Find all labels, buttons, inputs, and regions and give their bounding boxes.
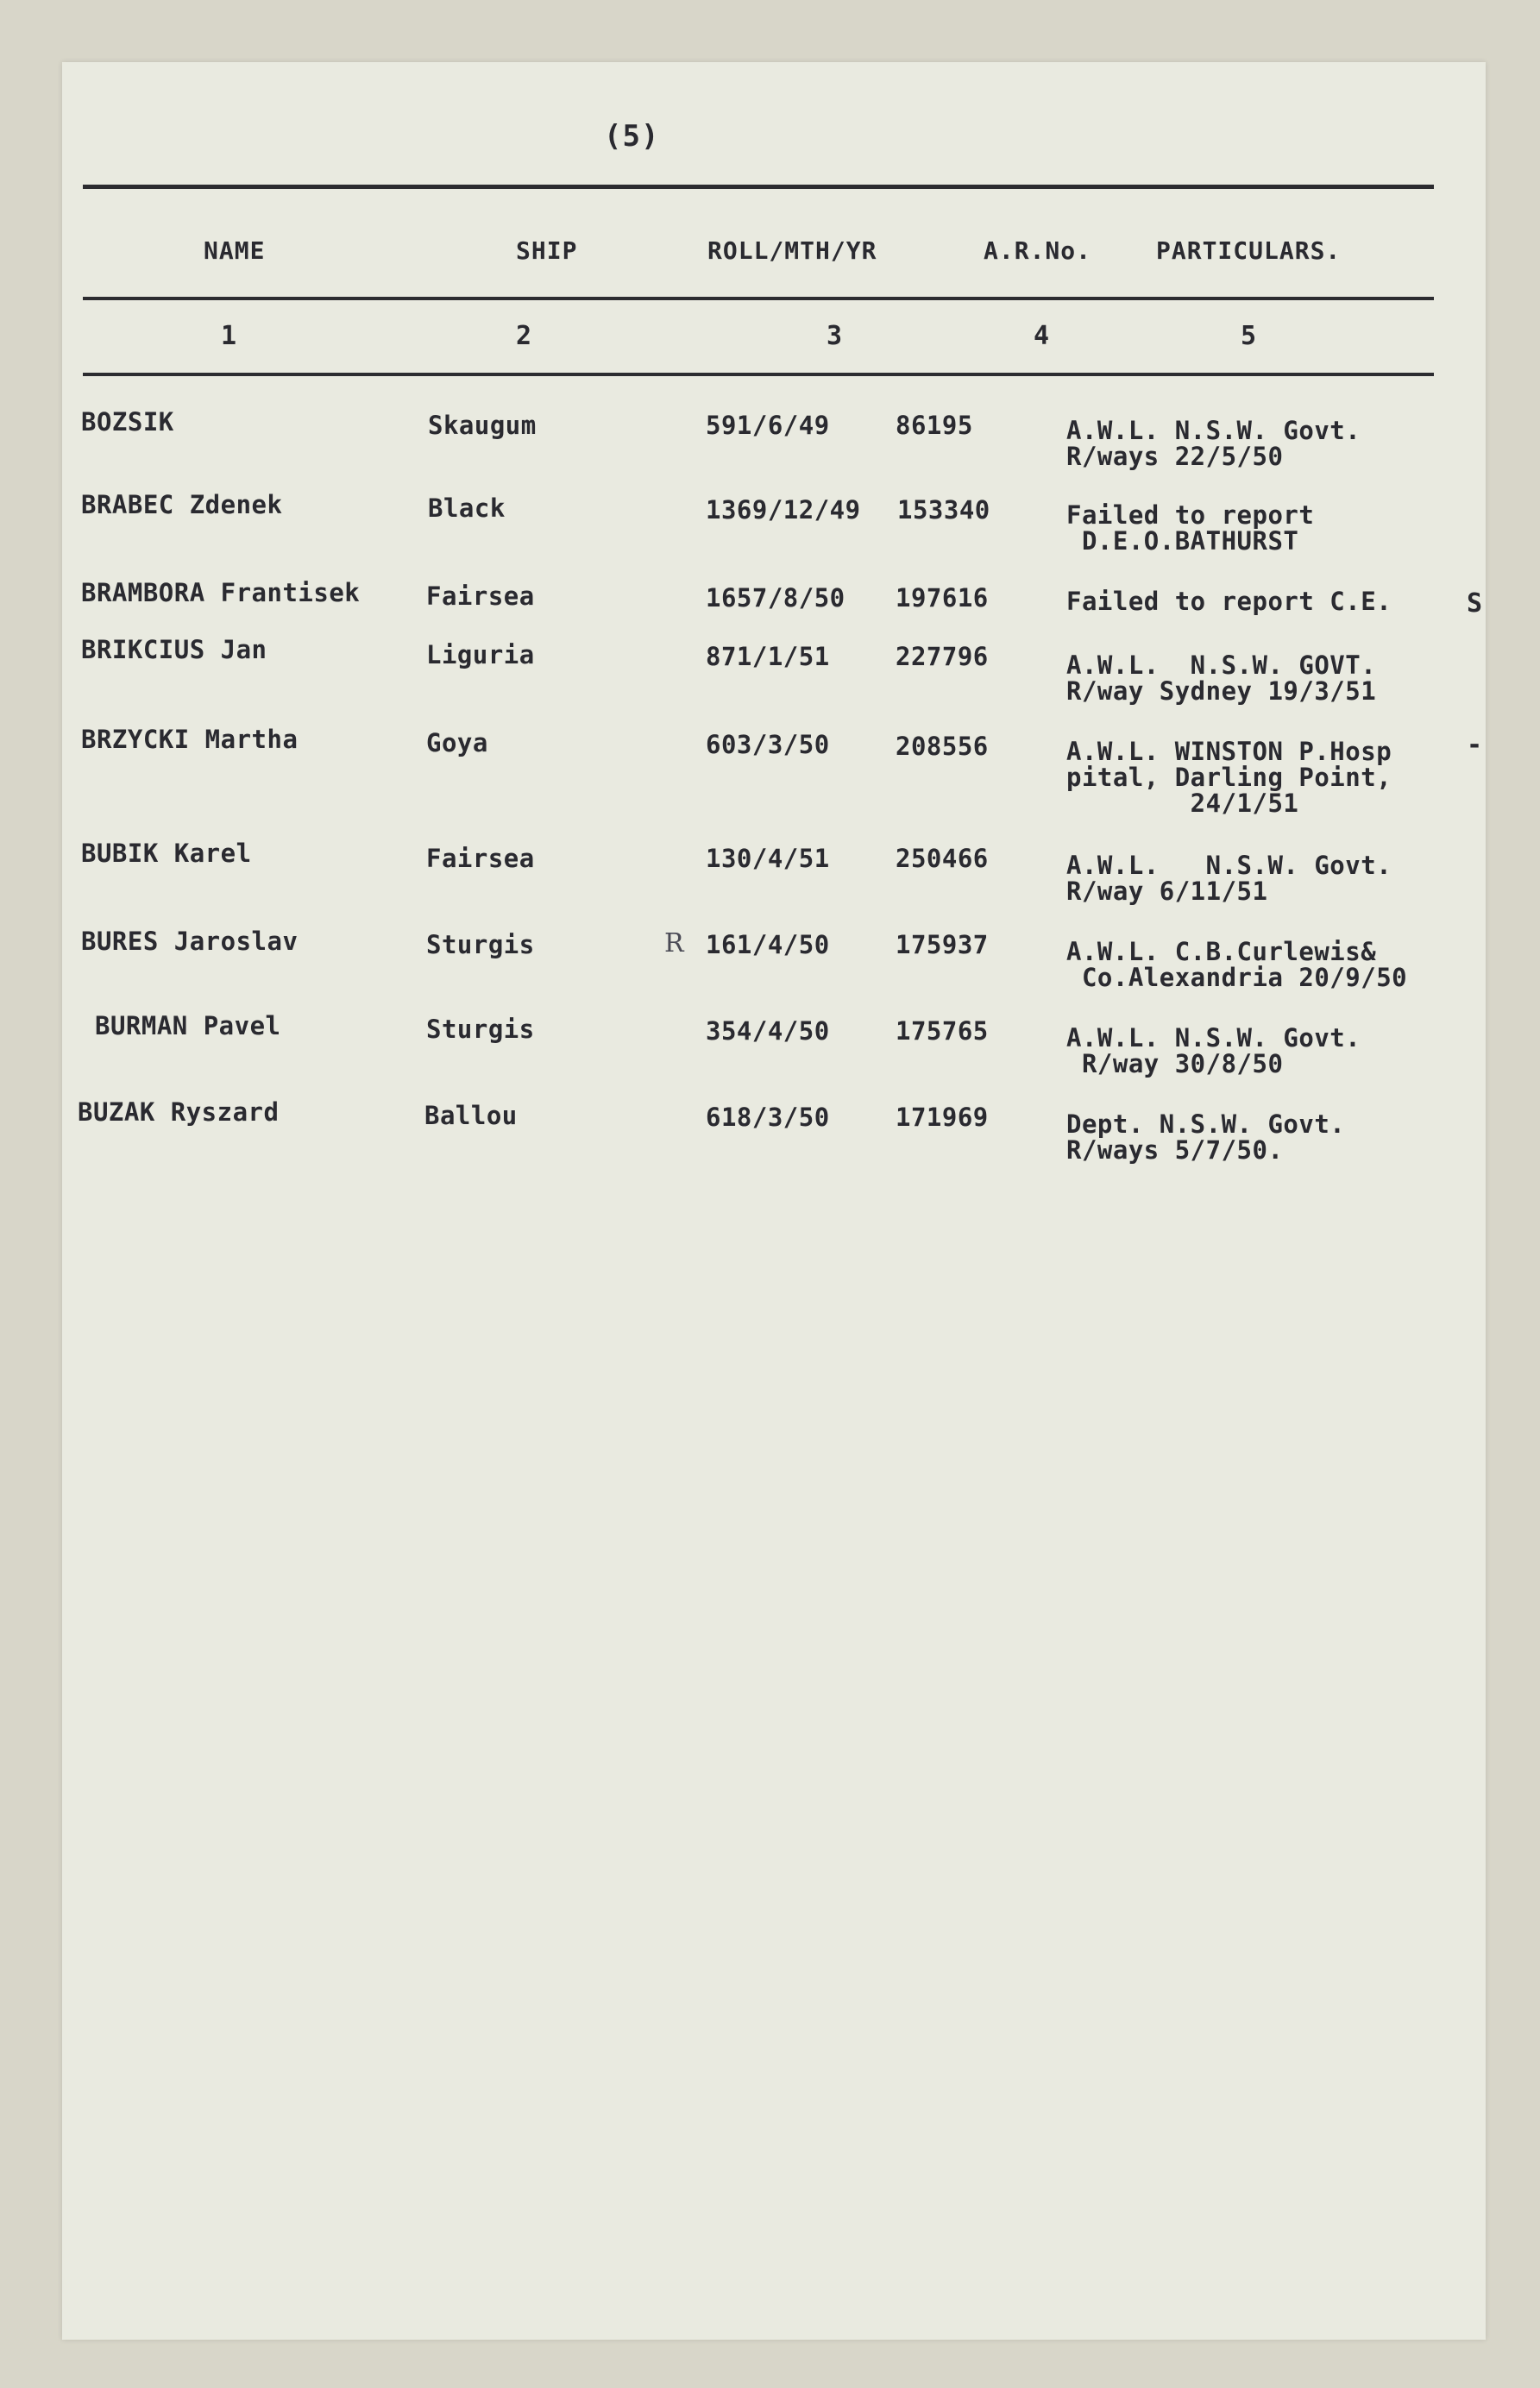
cell-name: BURMAN Pavel	[95, 1011, 281, 1040]
cell-ar-no: 171969	[896, 1103, 989, 1132]
cell-name: BRABEC Zdenek	[81, 490, 283, 519]
column-number-5: 5	[1241, 321, 1257, 351]
cell-roll: 871/1/51	[706, 642, 830, 671]
column-number-rule	[83, 373, 1434, 376]
cell-particulars: A.W.L. WINSTON P.Hosp pital, Darling Point, 24/1/51	[1066, 737, 1392, 818]
cell-ar-no: 153340	[897, 495, 990, 525]
cell-ar-no: 175937	[896, 930, 989, 959]
cell-particulars: A.W.L. C.B.Curlewis& Co.Alexandria 20/9/50	[1066, 937, 1408, 992]
cell-roll: 603/3/50	[706, 730, 830, 759]
cell-ar-no: 250466	[896, 844, 989, 873]
cell-particulars: A.W.L. N.S.W. Govt. R/way 30/8/50	[1066, 1023, 1361, 1078]
cell-ship: Fairsea	[426, 844, 535, 873]
cell-ship: Sturgis	[426, 930, 535, 959]
cell-ar-no: 208556	[896, 732, 989, 761]
column-number-3: 3	[827, 321, 843, 351]
cell-name: BURES Jaroslav	[81, 927, 299, 956]
header-name: NAME	[204, 236, 266, 265]
cell-ship: Sturgis	[426, 1015, 535, 1044]
margin-note-s: S	[1467, 588, 1483, 619]
cell-roll: 618/3/50	[706, 1103, 830, 1132]
cell-name: BUZAK Ryszard	[78, 1097, 280, 1127]
cell-roll: 1369/12/49	[706, 495, 861, 525]
cell-ship: Liguria	[426, 640, 535, 669]
handwritten-mark: R	[664, 928, 684, 958]
cell-ar-no: 175765	[896, 1016, 989, 1046]
cell-roll: 354/4/50	[706, 1016, 830, 1046]
header-ar-no: A.R.No.	[984, 236, 1092, 265]
cell-name: BRZYCKI Martha	[81, 725, 299, 754]
cell-ship: Skaugum	[428, 411, 537, 440]
column-number-2: 2	[516, 321, 532, 351]
top-rule	[83, 185, 1434, 189]
header-roll: ROLL/MTH/YR	[707, 236, 877, 265]
cell-ship: Black	[428, 493, 506, 523]
cell-particulars: Failed to report C.E.	[1066, 587, 1392, 616]
cell-name: BRAMBORA Frantisek	[81, 578, 361, 607]
cell-roll: 1657/8/50	[706, 583, 845, 613]
margin-note-dash: -	[1467, 730, 1483, 760]
header-rule	[83, 297, 1434, 300]
cell-particulars: A.W.L. N.S.W. Govt. R/way 6/11/51	[1066, 851, 1392, 906]
cell-ship: Ballou	[424, 1101, 518, 1130]
cell-ar-no: 227796	[896, 642, 989, 671]
header-particulars: PARTICULARS.	[1156, 236, 1342, 265]
cell-particulars: A.W.L. N.S.W. Govt. R/ways 22/5/50	[1066, 416, 1361, 471]
cell-particulars: Failed to report D.E.O.BATHURST	[1066, 500, 1315, 556]
cell-ship: Goya	[426, 728, 488, 757]
cell-ar-no: 197616	[896, 583, 989, 613]
cell-roll: 130/4/51	[706, 844, 830, 873]
cell-ship: Fairsea	[426, 581, 535, 611]
header-ship: SHIP	[516, 236, 578, 265]
document-page	[62, 62, 1486, 2340]
cell-roll: 591/6/49	[706, 411, 830, 440]
cell-particulars: Dept. N.S.W. Govt. R/ways 5/7/50.	[1066, 1109, 1346, 1165]
cell-particulars: A.W.L. N.S.W. GOVT. R/way Sydney 19/3/51	[1066, 650, 1377, 706]
cell-roll: 161/4/50	[706, 930, 830, 959]
cell-name: BRIKCIUS Jan	[81, 635, 267, 664]
cell-name: BOZSIK	[81, 407, 174, 437]
page-number: (5)	[604, 119, 660, 154]
cell-name: BUBIK Karel	[81, 839, 252, 868]
column-number-4: 4	[1034, 321, 1050, 351]
column-number-1: 1	[221, 321, 237, 351]
cell-ar-no: 86195	[896, 411, 973, 440]
